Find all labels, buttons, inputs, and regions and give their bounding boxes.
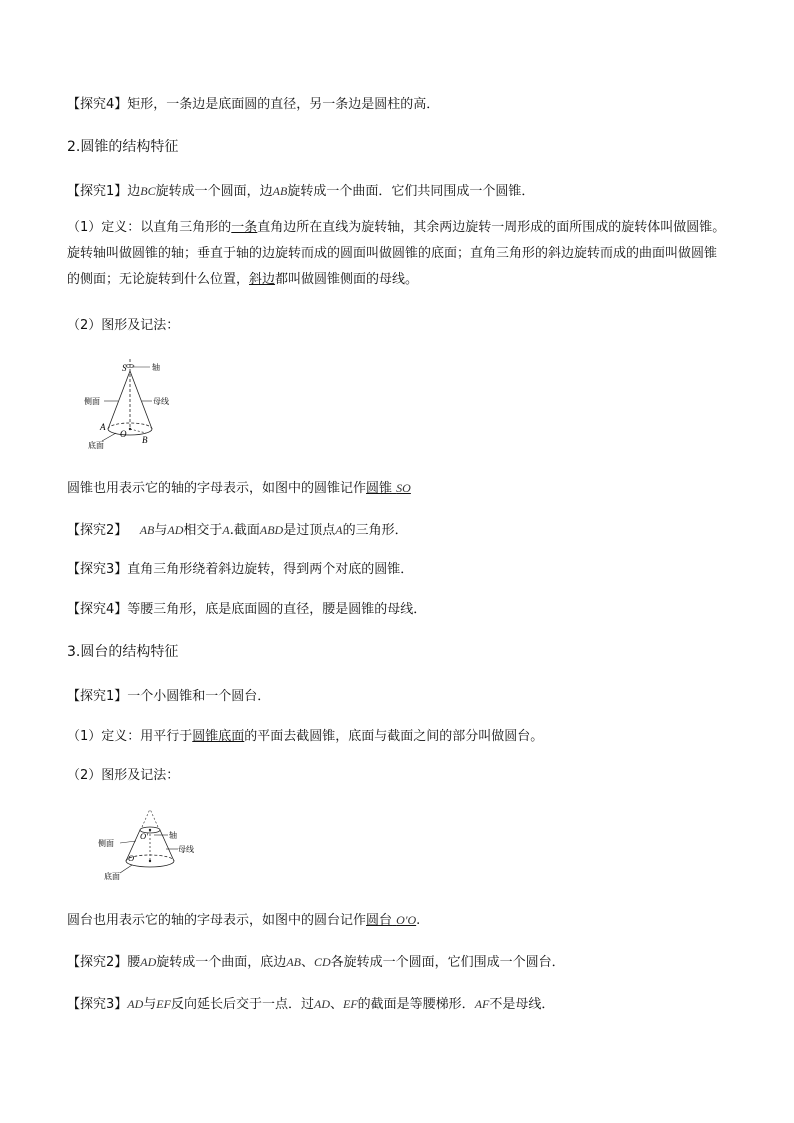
cone-figure [80, 357, 190, 452]
cone-figure-title: （2）图形及记法： [67, 318, 180, 333]
frustum-notation: 圆台也用表示它的轴的字母表示，如图中的圆台记作圆台 O′O. [67, 913, 421, 928]
frustum-notation-underlined: 圆台 O′O [366, 913, 417, 928]
frustum-definition: （1）定义：用平行于圆锥底面的平面去截圆锥，底面与截面之间的部分叫做圆台。 [67, 729, 544, 744]
label-base: 底面 [88, 441, 104, 450]
frustum-figure-title: （2）图形及记法： [67, 768, 180, 783]
cone-notation-underlined: 圆锥 SO [366, 481, 411, 496]
label-axis: 轴 [152, 363, 160, 372]
label-o: O [128, 853, 135, 863]
cone-generatrix-left [108, 371, 130, 429]
section-heading-frustum: 3.圆台的结构特征 [67, 644, 179, 660]
frustum-figure [98, 805, 208, 885]
explore4-cone: 【探究4】等腰三角形，底是底面圆的直径，腰是圆锥的母线． [67, 602, 427, 617]
label-lateral: 侧面 [84, 397, 100, 406]
label-a: A [100, 422, 106, 432]
explore3-cone: 【探究3】直角三角形绕着斜边旋转，得到两个对底的圆锥． [67, 562, 414, 577]
cone-notation: 圆锥也用表示它的轴的字母表示，如图中的圆锥记作圆锥 SO [67, 481, 411, 496]
explore2-cone: 【探究2】 AB与AD相交于A.截面ABD是过顶点A的三角形． [67, 523, 408, 538]
explore3-frustum: 【探究3】AD与EF反向延长后交于一点．过AD、EF的截面是等腰梯形．AF不是母线． [67, 997, 555, 1012]
explore1-frustum: 【探究1】一个小圆锥和一个圆台． [67, 689, 271, 704]
explore2-frustum: 【探究2】腰AD旋转成一个曲面，底边AB、CD各旋转成一个圆面，它们围成一个圆台． [67, 955, 565, 970]
section-heading-cone: 2.圆锥的结构特征 [67, 139, 179, 155]
frustum-extension-right [150, 809, 158, 827]
explore4-cylinder: 【探究4】矩形，一条边是底面圆的直径，另一条边是圆柱的高． [67, 97, 440, 112]
label-b: B [142, 435, 148, 445]
cone-center-dot [129, 428, 131, 430]
cone-radius [130, 429, 146, 433]
explore1-cone: 【探究1】边BC旋转成一个圆面，边AB旋转成一个曲面．它们共同围成一个圆锥． [67, 184, 535, 199]
label-lateral: 侧面 [98, 839, 114, 848]
label-s: S [122, 363, 127, 373]
cone-generatrix-right [130, 371, 152, 429]
label-axis: 轴 [169, 831, 177, 840]
label-o: O [120, 429, 127, 439]
label-base: 底面 [104, 872, 120, 881]
label-o-prime: O′ [140, 831, 148, 841]
cone-definition: （1）定义：以直角三角形的一条直角边所在直线为旋转轴，其余两边旋转一周形成的面所围成的旋转体叫做圆锥。旋转轴叫做圆锥的轴；垂直于轴的边旋转而成的圆面叫做圆锥的底面；直角三角形的斜边旋转而成的曲面叫做圆锥的侧面；无论旋转到什么位置，斜边都叫做圆锥侧面的母线。 [67, 220, 726, 287]
label-generatrix: 母线 [153, 397, 169, 406]
frustum-extension-left [142, 809, 150, 827]
tag: 【探究4】 [67, 97, 128, 112]
label-generatrix: 母线 [178, 845, 194, 854]
